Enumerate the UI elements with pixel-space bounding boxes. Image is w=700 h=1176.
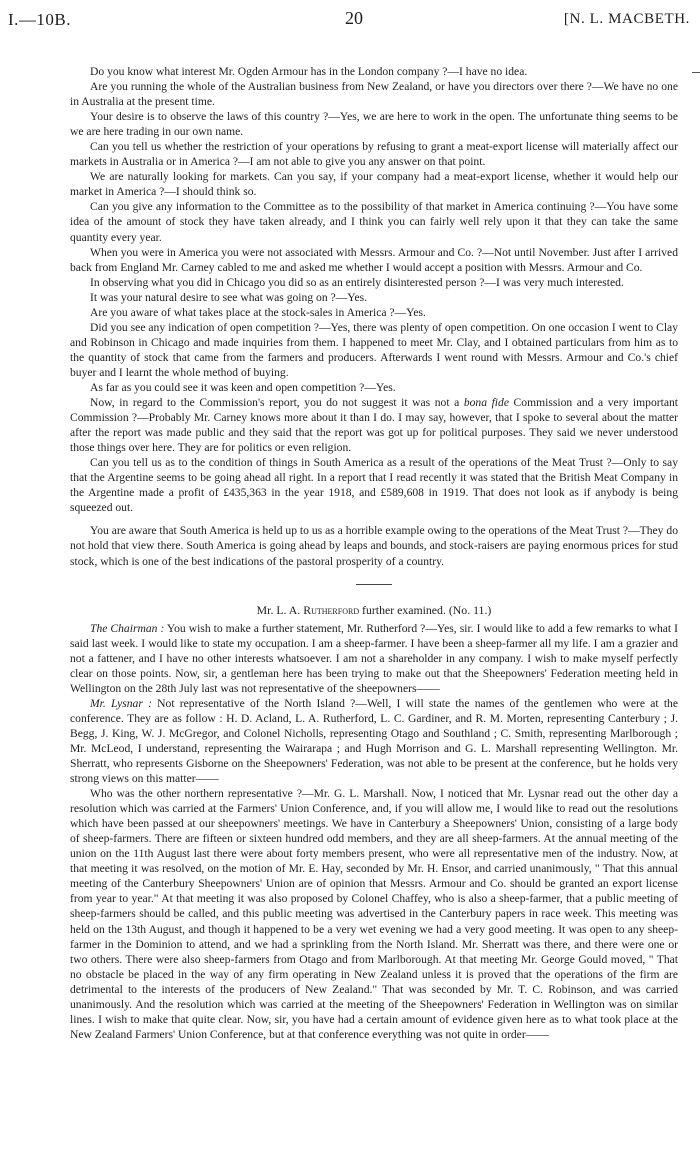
- paragraph: We are naturally looking for markets. Can you say, if your company had a meat-export license, whether it would help our market in America ?—I should think so.: [70, 170, 678, 199]
- paragraph: When you were in America you were not associated with Messrs. Armour and Co. ?—Not until November. Just after I arrived back from England Mr. Carney cabled to me and asked me whether I would accept a position with Messrs. Armour and Co.: [70, 245, 678, 274]
- paper-reference: I.—10B.: [8, 10, 71, 29]
- section-divider: [356, 584, 392, 585]
- page-header: [8, 6, 690, 40]
- paragraph: Your desire is to observe the laws of this country ?—Yes, we are here to work in the open. The unfortunate thing seems to be we are here trading in our own name.: [70, 110, 678, 139]
- paragraph-bona-fide: [70, 395, 678, 455]
- paragraph: Do you know what interest Mr. Ogden Armour has in the London company ?—I have no idea.: [90, 65, 528, 78]
- paragraph: Are you running the whole of the Australian business from New Zealand, or have you directors over there ?—We have no one in Australia at the present time.: [70, 80, 678, 109]
- section-heading: [70, 603, 678, 618]
- paragraph: Who was the other northern representative ?—Mr. G. L. Marshall. Now, I noticed that Mr. Lysnar read out the other day a resolution which was carried at the Farmers' Union Conference, and, if you will allow me, I would like to read out the resolutions which have been passed at our sheepowners' meetings. We have in Canterbury a Sheepowners' Union, consisting of a large body of sheep-farmers. There are fifteen or sixteen hundred odd members, and they are all sheep-farmers. At the annual meeting of the union on the 11th August last there were about forty members present, who were all representative men of the industry. Now, at that meeting it was resolved, on the motion of Mr. E. Hay, seconded by Mr. H. Ensor, and carried unanimously, " That this annual meeting of the Canterbury Sheepowners' Union are of opinion that Messrs. Armour and Co. should be granted an export license from year to year." At that meeting it was also proposed by Colonel Chaffey, who is also a sheep-farmer, that a public meeting of sheep-farmers should be called, and this public meeting was advertised in the Canterbury papers in race week. This meeting was held on the 13th August, and though it happened to be a very wet evening we had a very good meeting. It was open to any sheep-farmer in the Dominion to attend, and we had a sprinkling from the North Island. Mr. Sherratt was there, and there were one or two others. There were also sheep-farmers from Otago and from Marlborough. At that meeting Mr. George Gould moved, " That no obstacle be placed in the way of any firm operating in New Zealand unless it is proved that the operations of the firm are detrimental to the interests of the producers of New Zealand." That was seconded by Mr. T. C. Robinson, and was carried unanimously. And the resolution which was carried at the meeting of the Sheepowners' Federation in Wellington was on similar lines. I wish to make that quite clear. Now, sir, you have had a certain amount of evidence given here as to what took place at the New Zealand Farmers' Union Conference, but at that conference everything was not quite in order——: [70, 787, 678, 1041]
- paragraph-lysnar: [70, 696, 678, 786]
- text-run: Commission and a very important Commission ?—Probably Mr. Carney knows more about it than I do. I may say, however, that I spoke to several about the matter after the report was made public and they said that the report was got up for political purposes. They said we never understood those things over here. They are for politics or even religion.: [70, 396, 678, 455]
- paragraph-chairman: [70, 621, 678, 696]
- paragraph: As far as you could see it was keen and open competition ?—Yes.: [90, 380, 396, 394]
- speaker-label: The Chairman :: [90, 621, 165, 635]
- paragraph: It was your natural desire to see what was going on ?—Yes.: [90, 290, 368, 304]
- paragraph-gap: [70, 515, 678, 523]
- paragraph: Can you tell us whether the restriction of your operations by refusing to grant a meat-export license will materially affect our markets in Australia or in America ?—I am not able to give you any answer on that point.: [70, 140, 678, 169]
- text-run: Now, in regard to the Commission's report, you do not suggest it was not a: [90, 396, 464, 410]
- body-text: [70, 64, 678, 1042]
- heading-name: Rutherford: [303, 602, 360, 617]
- paragraph: Did you see any indication of open competition ?—Yes, there was plenty of open competition. On one occasion I went to Clay and Robinson in Chicago and made inquiries from them. I happened to meet Mr. Clay, and I obtained particulars from him as to the quantity of stock that came from the farmers and producers. Afterwards I went round with Messrs. Armour and Co.'s chief buyer and I learnt the whole method of buying.: [70, 320, 678, 379]
- text-run: You wish to make a further statement, Mr. Rutherford ?—Yes, sir. I would like to add a few remarks to what I said last week. I would like to state my occupation. I am a sheep-farmer. I have been a sheep-farmer all my life. I am a grazier and not a fattener, and I have no other interests whatsoever. I am not a shareholder in any company. I wish to make myself perfectly clear on those points. Now, sir, a gentleman here has been trying to make out that the Sheepowners' Federation meeting held in Wellington on the 28th July last was not representative of the sheepowners——: [70, 621, 678, 695]
- paragraph: You are aware that South America is held up to us as a horrible example owing to the operations of the Meat Trust ?—They do not hold that view there. South America is going ahead by leaps and bounds, and stock-raisers are paying enormous prices for stud stock, which is one of the best indications of the pastoral prosperity of a country.: [70, 524, 678, 568]
- text-run: Not representative of the North Island ?—Well, I will state the names of the gentlemen who were at the conference. They are as follow : H. D. Acland, L. A. Rutherford, L. C. Gardiner, and R. M. Morten, representing Canterbury ; J. Begg, J. King, W. J. McGregor, and Colonel Nicholls, representing Otago and Southland ; C. Smith, representing Marlborough ; Mr. McLeod, I understand, representing the Wairarapa ; and Hugh Morrison and G. L. Marshall representing Wellington. Mr. Sherratt, who represents Gisborne on the Sheepowners' Federation, was not able to be present at the conference, but he holds very strong views on this matter——: [70, 696, 678, 786]
- paragraph: In observing what you did in Chicago you did so as an entirely disinterested person ?—I was very much interested.: [90, 275, 624, 289]
- paragraph: Can you give any information to the Committee as to the possibility of that market in America continuing ?—You have some idea of the amount of stock they have taken already, and I think you can fairly well rely upon it that they can take the same quantity every year.: [70, 200, 678, 244]
- evidence-section-rutherford: [70, 603, 678, 1042]
- page-number: 20: [345, 8, 363, 28]
- paragraph: Are you aware of what takes place at the stock-sales in America ?—Yes.: [90, 305, 426, 319]
- evidence-section-macbeth: [70, 64, 678, 569]
- italic-phrase: bona fide: [463, 396, 509, 410]
- paragraph: Can you tell us as to the condition of things in South America as a result of the operations of the Meat Trust ?—Only to say that the Argentine seems to be going ahead all right. In a report that I read recently it was stated that the British Meat Company in the Argentine made a profit of £435,363 in the year 1918, and £589,608 in 1919. That does not look as if anybody is being squeezed out.: [70, 456, 678, 515]
- speaker-label: Mr. Lysnar :: [90, 696, 152, 710]
- margin-mark: [692, 72, 700, 73]
- witness-name: [N. L. MACBETH.: [563, 11, 690, 27]
- heading-suffix: further examined. (No. 11.): [359, 602, 492, 617]
- heading-prefix: Mr. L. A.: [256, 602, 304, 617]
